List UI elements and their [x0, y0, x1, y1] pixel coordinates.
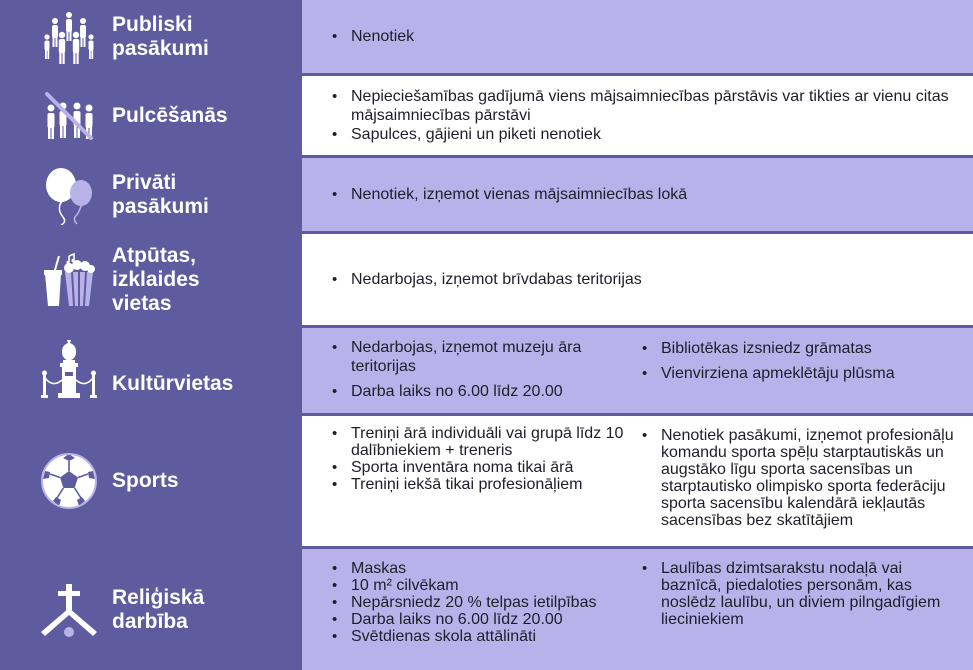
- rule-item: • Treniņi ārā individuāli vai grupā līdz 10 dalībniekiem + treneris: [332, 425, 632, 459]
- category-title: Pulcēšanās: [112, 103, 228, 127]
- rule-item: • 10 m² cilvēkam: [332, 577, 632, 594]
- rules-list: [332, 560, 632, 645]
- row-kulturvietas: [0, 328, 973, 413]
- crowd-icon: [39, 7, 99, 67]
- rules-cell: [302, 416, 973, 546]
- rule-item: • Darba laiks no 6.00 līdz 20.00: [332, 611, 632, 628]
- row-atputas-vietas: [0, 234, 973, 325]
- category-title: Kultūrvietas: [112, 372, 234, 395]
- no-gathering-icon: [39, 86, 99, 146]
- popcorn-icon: [39, 250, 99, 310]
- rules-list: [642, 560, 961, 628]
- museum-exhibit-icon: [39, 336, 99, 406]
- rules-list: [642, 427, 961, 529]
- category-title: Atpūtas, izklaides vietas: [112, 243, 200, 315]
- row-sports: [0, 416, 973, 546]
- rules-list: [332, 270, 953, 289]
- rules-cell: [302, 0, 973, 73]
- category-cell: [17, 416, 302, 546]
- category-title: Privāti pasākumi: [112, 170, 209, 218]
- rule-item: • Laulības dzimtsarakstu nodaļā vai baznīcā, piedaloties personām, kas noslēdz laulību, un diviem pilngadīgiem lieciniekiem: [642, 560, 961, 628]
- category-cell: [17, 158, 302, 231]
- rules-cell: [302, 76, 973, 155]
- rules-list: [332, 27, 953, 46]
- rule-item: • Svētdienas skola attālināti: [332, 628, 632, 645]
- rule-item: • Treniņi iekšā tikai profesionāļiem: [332, 476, 632, 493]
- rule-item: • Nenotiek pasākumi, izņemot profesionāļu komandu sporta spēļu starptautiskās un augstāko līgu sporta sacensības un starptautisko olimpisko sporta federāciju sporta sacensību kalendārā iekļautās sacensības bez skatītājiem: [642, 427, 961, 529]
- rule-item: • Sporta inventāra noma tikai ārā: [332, 459, 632, 476]
- balloons-icon: [39, 165, 99, 225]
- rule-item: • Nenotiek: [332, 27, 953, 46]
- rule-item: • Nedarbojas, izņemot brīvdabas teritorijas: [332, 270, 953, 289]
- row-privati-pasakumi: [0, 158, 973, 231]
- category-cell: [17, 328, 302, 413]
- rules-list: [332, 425, 632, 493]
- rules-cell: [302, 158, 973, 231]
- rule-item: • Nepārsniedz 20 % telpas ietilpības: [332, 594, 632, 611]
- category-cell: [17, 76, 302, 155]
- category-cell: [17, 0, 302, 73]
- rules-cell: [302, 234, 973, 325]
- rule-item: • Maskas: [332, 560, 632, 577]
- rule-item: • Darba laiks no 6.00 līdz 20.00: [332, 382, 632, 401]
- rule-item: • Nedarbojas, izņemot muzeju āra teritorijas: [332, 338, 632, 376]
- rule-item: • Vienvirziena apmeklētāju plūsma: [642, 364, 961, 383]
- rules-cell: [302, 549, 973, 670]
- rules-list: [332, 185, 953, 204]
- rules-cell: [302, 328, 973, 413]
- row-pulcesanas: [0, 76, 973, 155]
- rule-item: • Sapulces, gājieni un piketi nenotiek: [332, 125, 953, 144]
- rules-list: [642, 339, 961, 383]
- category-cell: [17, 549, 302, 670]
- category-title: Publiski pasākumi: [112, 12, 209, 60]
- church-cross-icon: [39, 580, 99, 640]
- rule-item: • Nenotiek, izņemot vienas mājsaimniecības lokā: [332, 185, 953, 204]
- soccer-ball-icon: [39, 451, 99, 511]
- rules-list: [332, 87, 953, 144]
- rule-item: • Bibliotēkas izsniedz grāmatas: [642, 339, 961, 358]
- rules-list: [332, 338, 632, 401]
- category-title: Sports: [112, 469, 179, 492]
- category-cell: [17, 234, 302, 325]
- rule-item: • Nepieciešamības gadījumā viens mājsaimniecības pārstāvis var tikties ar vienu citas mājsaimniecības pārstāvi: [332, 87, 953, 125]
- category-title: Reliģiskā darbība: [112, 585, 205, 633]
- row-religiska-darbiba: [0, 549, 973, 670]
- row-publiski-pasakumi: [0, 0, 973, 73]
